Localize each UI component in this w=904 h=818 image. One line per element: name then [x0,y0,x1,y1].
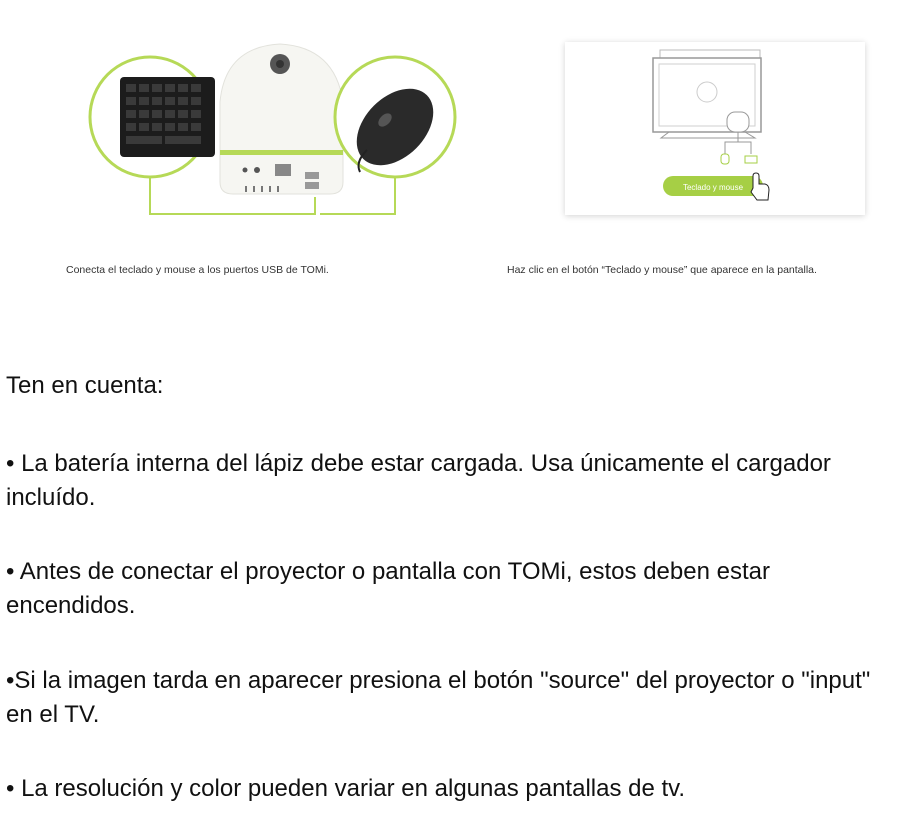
connect-usb-illustration [85,22,465,227]
left-figure-caption: Conecta el teclado y mouse a los puertos USB de TOMi. [66,264,329,276]
keyboard-mouse-screen-illustration [565,42,865,215]
keyboard-icon [90,57,215,177]
mouse-icon [335,57,455,180]
right-figure-caption: Haz clic en el botón “Teclado y mouse” que aparece en la pantalla. [507,264,817,276]
keyboard-mouse-button-label: Teclado y mouse [682,183,744,192]
notes-heading: Ten en cuenta: [6,372,164,399]
note-item: •Si la imagen tarda en aparecer presiona el botón "source" del proyector o "input" en el TV. [6,667,871,728]
note-item: • La batería interna del lápiz debe estar cargada. Usa únicamente el cargador incluído. [6,450,831,511]
note-item: • La resolución y color pueden variar en algunas pantallas de tv. [6,775,686,802]
note-item: • Antes de conectar el proyector o pantalla con TOMi, estos deben estar encendidos. [6,558,770,619]
screen-icon [653,50,761,164]
cursor-hand-icon [751,173,769,200]
tomi-device-icon [220,44,343,194]
